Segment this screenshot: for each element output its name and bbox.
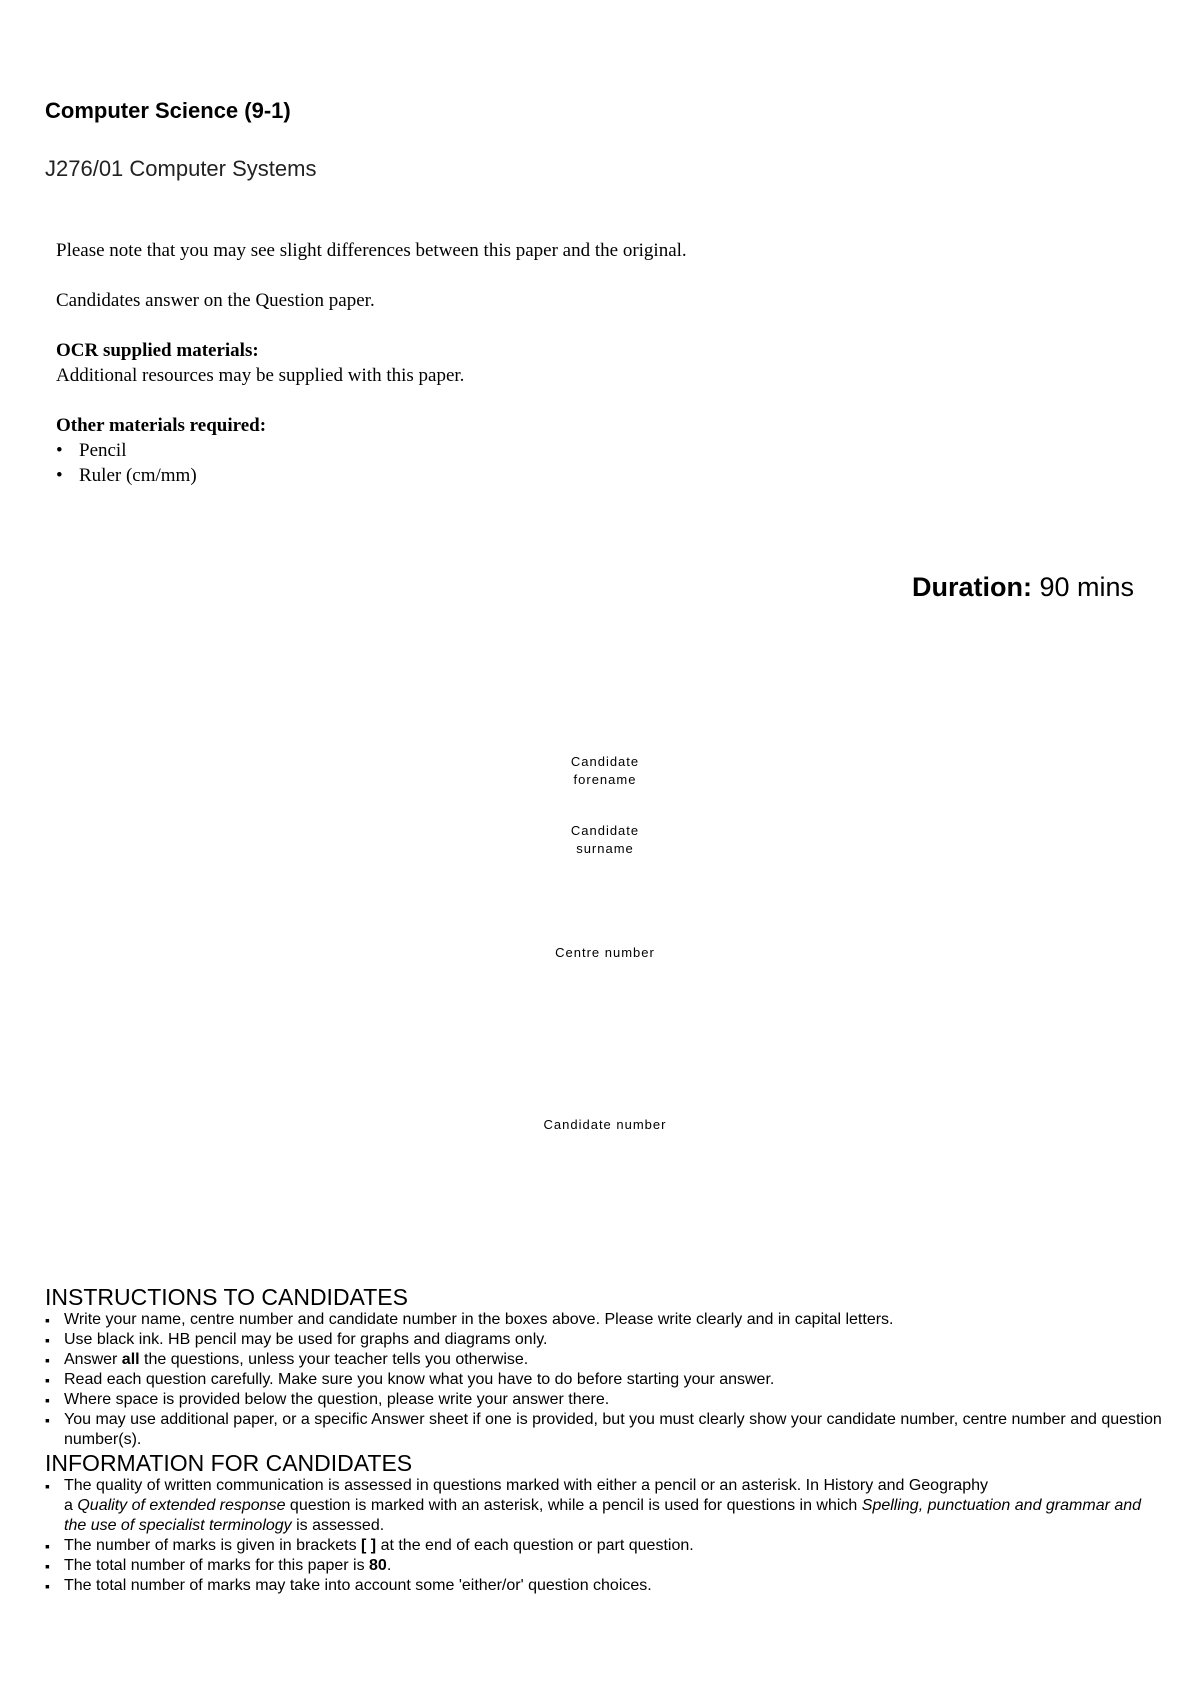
list-item: ▪ Use black ink. HB pencil may be used for graphs and diagrams only. [45,1330,1165,1350]
candidate-number-label: Candidate number [543,1117,667,1132]
duration [912,572,1134,603]
information-heading: INFORMATION FOR CANDIDATES [45,1450,413,1476]
marks-text: The number of marks is given in brackets [64,1537,362,1554]
differences-note: Please note that you may see slight differences between this paper and the original. [56,240,687,261]
instructions-heading: INSTRUCTIONS TO CANDIDATES [45,1284,408,1310]
quality-text: a [64,1497,78,1514]
quality-spag: Spelling, punctuation and grammar and the use of specialist terminology [64,1497,1142,1534]
information-section [45,1450,1165,1596]
quality-line: The quality of written communication is assessed in questions marked with either a pencil or an asterisk. In History and Geography [64,1477,988,1494]
information-list [45,1476,1165,1596]
bullet-mark: • [56,465,63,486]
subject-title: Computer Science (9-1) [45,98,291,123]
instruction-text: the questions, unless your teacher tells you otherwise. [139,1351,529,1368]
material-ruler: Ruler (cm/mm) [79,465,197,486]
quality-qer: Quality of extended response [77,1497,286,1514]
answer-note: Candidates answer on the Question paper. [56,290,375,311]
total-marks-value: 80 [369,1557,387,1574]
other-materials-heading: Other materials required: [56,415,267,436]
duration-value: 90 mins [1039,572,1134,602]
marks-brackets: [ ] [361,1537,377,1554]
instruction-emphasis: all [121,1351,140,1368]
list-item: ▪ Where space is provided below the question, please write your answer there. [45,1390,1165,1410]
quality-text: is assessed. [291,1517,385,1534]
paper-code: J276/01 Computer Systems [45,156,317,181]
duration-label: Duration: [911,572,1032,602]
total-text: The total number of marks for this paper is [64,1557,370,1574]
list-item [45,1556,1165,1576]
marks-text: at the end of each question or part question. [376,1537,694,1554]
ocr-materials-heading: OCR supplied materials: [56,340,259,361]
candidate-forename-label: Candidate forename [570,754,640,787]
list-item [56,463,956,488]
total-text: . [386,1557,392,1574]
list-item: ▪ The total number of marks may take into account some 'either/or' question choices. [45,1576,1165,1596]
centre-number-label: Centre number [555,945,655,960]
list-item [45,1476,1165,1536]
list-item [56,438,956,463]
list-item: ▪ Write your name, centre number and candidate number in the boxes above. Please write clearly and in capital letters. [45,1310,1165,1330]
quality-text: question is marked with an asterisk, while a pencil is used for questions in which [285,1497,862,1514]
instructions-section [45,1284,1165,1450]
list-item: ▪ Read each question carefully. Make sure you know what you have to do before starting your answer. [45,1370,1165,1390]
list-item: ▪ You may use additional paper, or a specific Answer sheet if one is provided, but you must clearly show your candidate number, centre number and question number(s). [45,1410,1165,1450]
ocr-materials-text: Additional resources may be supplied with this paper. [56,365,465,386]
candidate-surname-label: Candidate surname [570,823,640,856]
material-pencil: Pencil [79,440,127,461]
bullet-mark: • [56,440,63,461]
materials-notes [56,238,956,488]
instructions-list [45,1310,1165,1450]
instruction-text: Answer [64,1351,122,1368]
list-item [45,1350,1165,1370]
list-item [45,1536,1165,1556]
